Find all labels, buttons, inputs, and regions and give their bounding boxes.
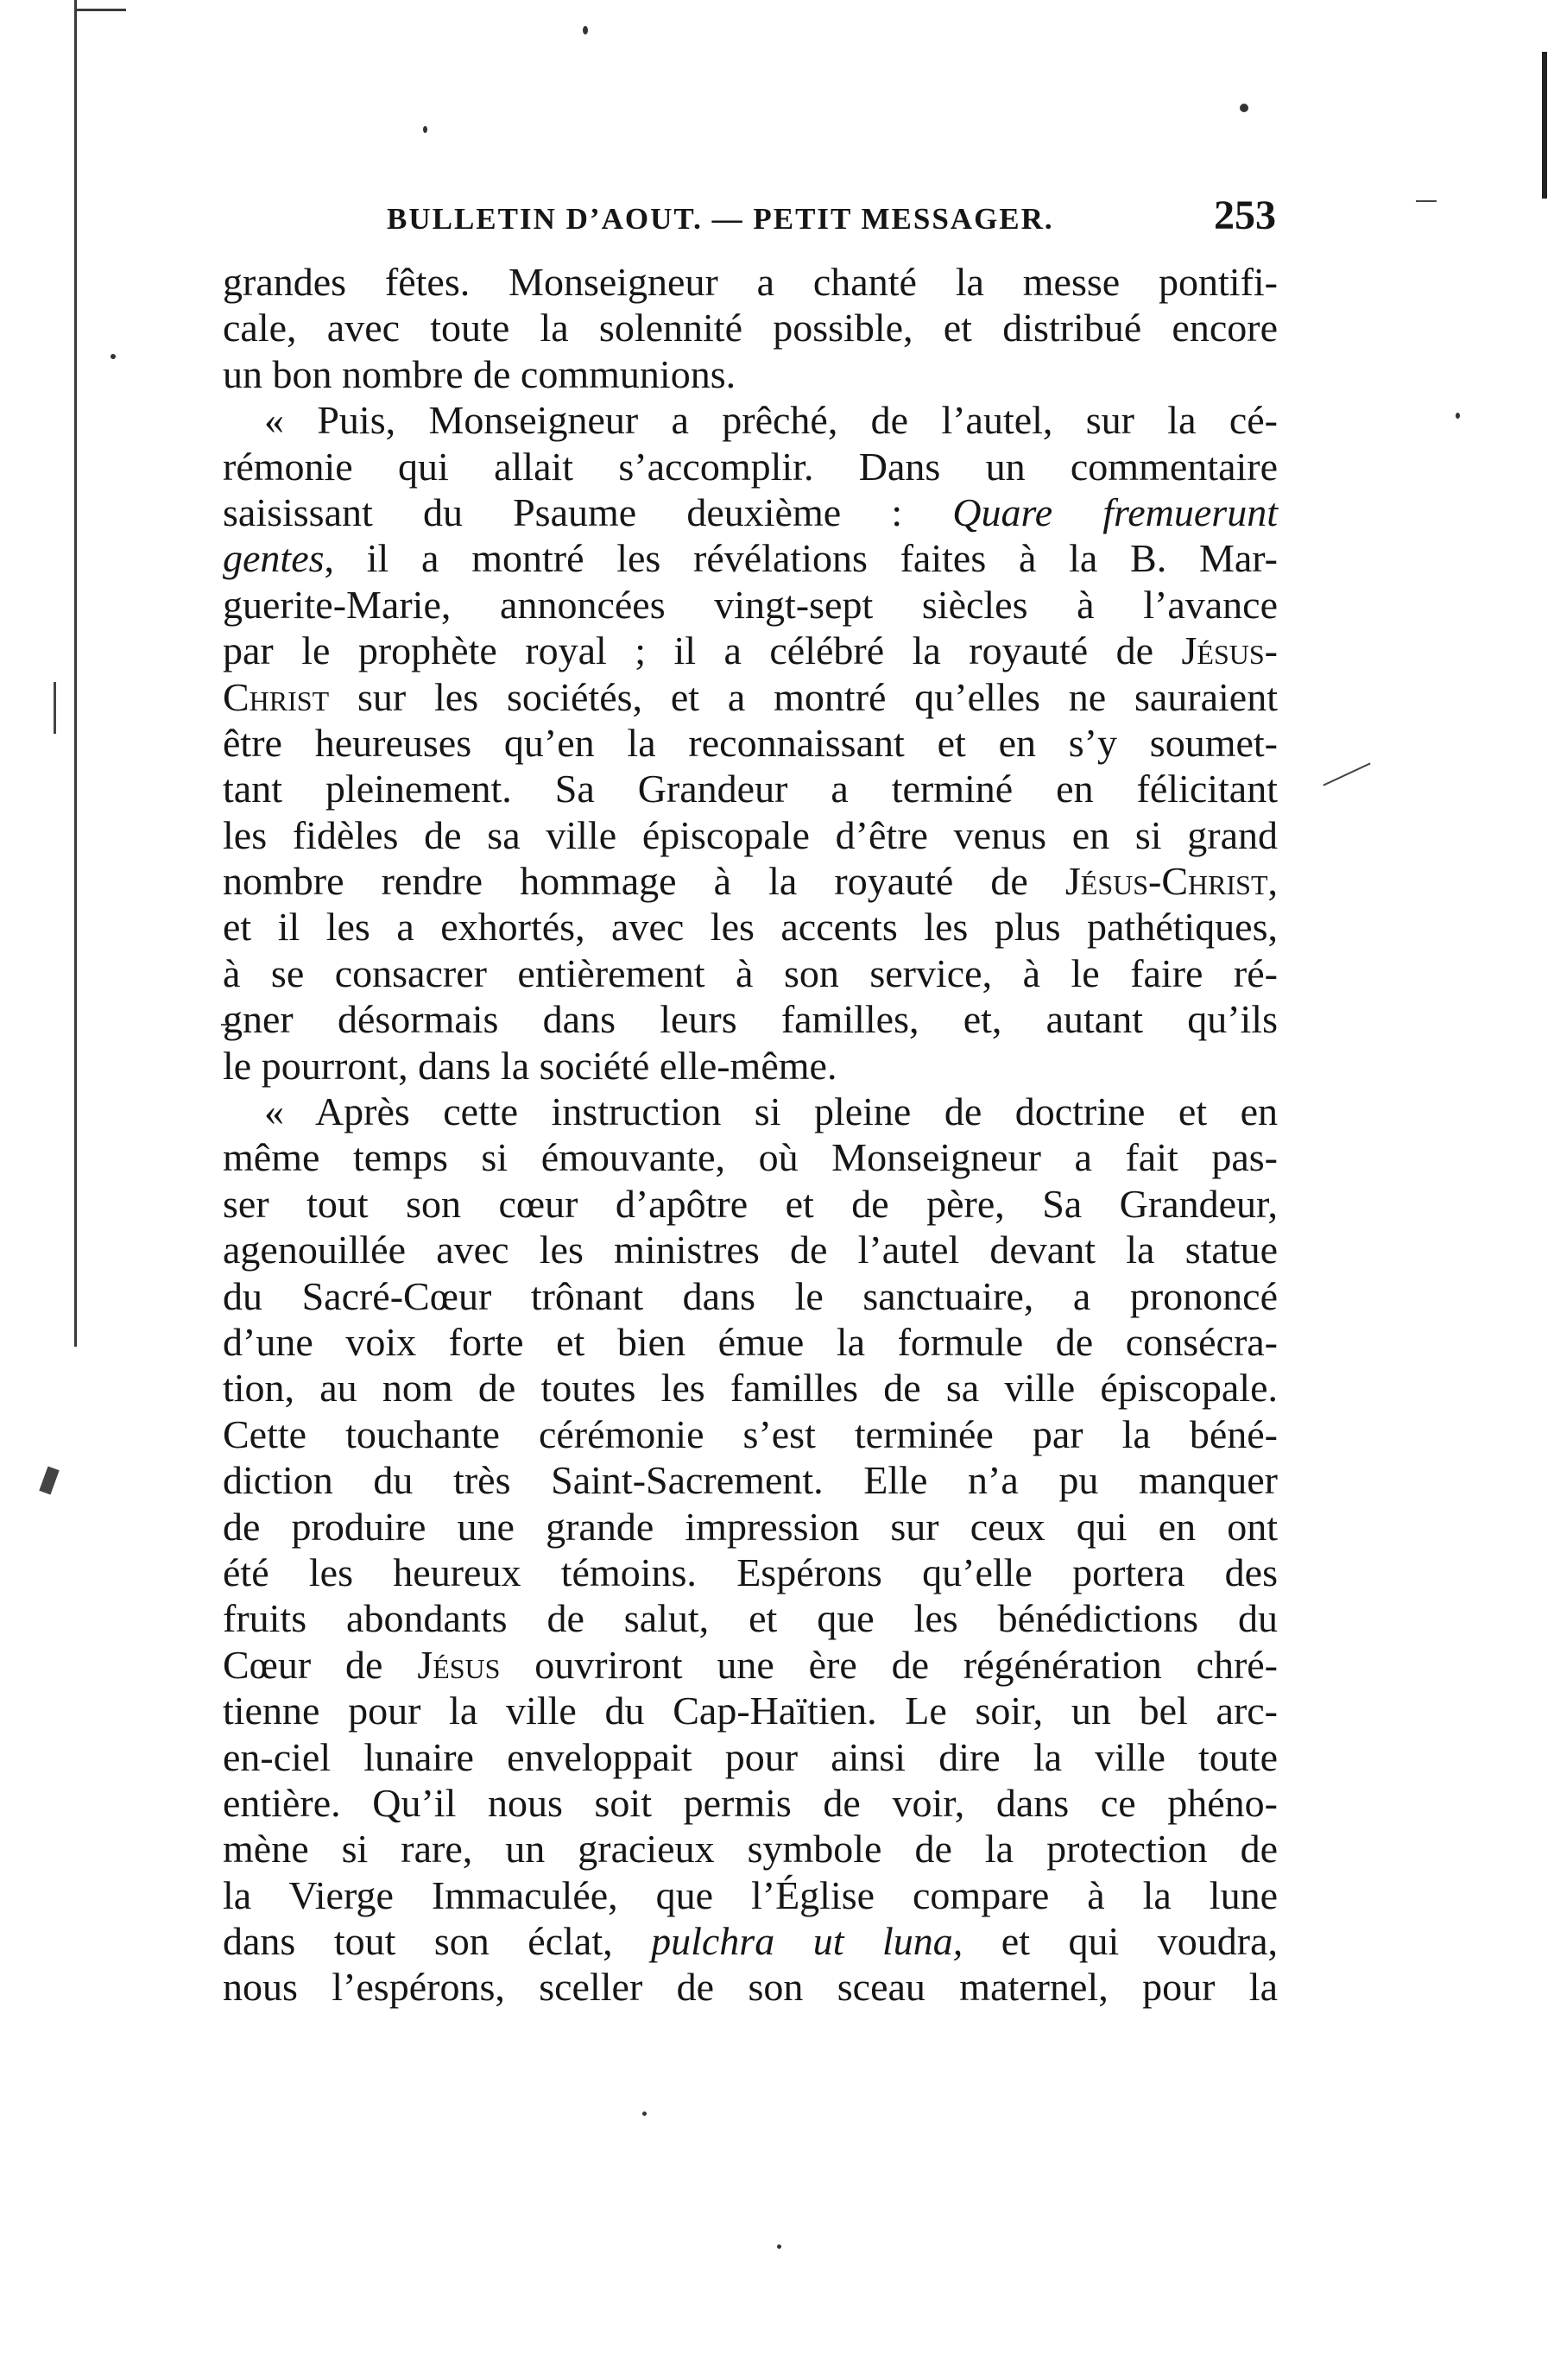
smallcaps-fragment: Christ bbox=[223, 674, 330, 719]
text-fragment: et qui voudra, bbox=[963, 1919, 1278, 1964]
scan-speck bbox=[423, 126, 427, 133]
scan-speck bbox=[111, 354, 116, 359]
text-line: fruits abondants de salut, et que les bénédictions du bbox=[223, 1596, 1278, 1641]
text-line bbox=[223, 628, 1278, 673]
text-line: mène si rare, un gracieux symbole de la protection de bbox=[223, 1827, 1278, 1872]
text-fragment: , il a montré les révélations faites à la B. Mar- bbox=[324, 536, 1278, 581]
text-line: ser tout son cœur d’apôtre et de père, Sa Grandeur, bbox=[223, 1181, 1278, 1226]
text-fragment: nombre rendre hommage à la royauté de bbox=[223, 859, 1065, 904]
text-fragment: par le prophète royal ; il a célébré la royauté de bbox=[223, 628, 1182, 673]
text-line bbox=[223, 535, 1278, 581]
text-line: « Après cette instruction si pleine de doctrine et en bbox=[264, 1089, 1278, 1134]
smallcaps-fragment: Jésus- bbox=[1181, 628, 1278, 673]
scan-mark bbox=[1323, 762, 1370, 786]
text-line: nous l’espérons, sceller de son sceau maternel, pour la bbox=[223, 1965, 1278, 2010]
text-fragment: Cœur de bbox=[223, 1642, 418, 1687]
italic-fragment: Quare fremuerunt bbox=[952, 489, 1278, 534]
running-head bbox=[387, 192, 1276, 243]
text-line: du Sacré-Cœur trônant dans le sanctuaire, a prononcé bbox=[223, 1273, 1278, 1318]
text-line: Cette touchante cérémonie s’est terminée par la béné- bbox=[223, 1411, 1278, 1456]
text-line: rémonie qui allait s’accomplir. Dans un commentaire bbox=[223, 444, 1278, 489]
italic-fragment: gentes bbox=[223, 536, 325, 581]
text-line bbox=[223, 674, 1278, 720]
text-line: agenouillée avec les ministres de l’autel devant la statue bbox=[223, 1228, 1278, 1272]
text-line: un bon nombre de communions. bbox=[223, 351, 736, 396]
scan-mark bbox=[54, 682, 56, 734]
text-line bbox=[223, 1642, 1278, 1688]
text-line: tant pleinement. Sa Grandeur a terminé en félicitant bbox=[223, 767, 1278, 811]
text-line: guerite-Marie, annoncées vingt-sept siècles à l’avance bbox=[223, 582, 1278, 627]
page-number: 253 bbox=[1214, 193, 1276, 238]
text-line: le pourront, dans la société elle-même. bbox=[223, 1043, 837, 1088]
text-line: en-ciel lunaire enveloppait pour ainsi dire la ville toute bbox=[223, 1734, 1278, 1779]
text-line bbox=[223, 489, 1278, 535]
text-fragment: , bbox=[1267, 859, 1278, 904]
smallcaps-fragment: Jésus-Christ bbox=[1064, 859, 1268, 904]
text-line: tion, au nom de toutes les familles de sa ville épiscopale. bbox=[223, 1366, 1278, 1411]
text-line: et il les a exhortés, avec les accents les plus pathétiques, bbox=[223, 905, 1278, 950]
text-fragment: saisissant du Psaume deuxième : bbox=[223, 489, 953, 534]
running-title: BULLETIN D’AOUT. — PETIT MESSAGER. bbox=[387, 202, 1054, 236]
text-line: les fidèles de sa ville épiscopale d’être venus en si grand bbox=[223, 812, 1278, 857]
text-line: été les heureux témoins. Espérons qu’elle portera des bbox=[223, 1550, 1278, 1594]
text-line: même temps si émouvante, où Monseigneur a fait pas- bbox=[223, 1135, 1278, 1180]
italic-fragment: pulchra ut luna, bbox=[651, 1919, 963, 1964]
text-line: être heureuses qu’en la reconnaissant et en s’y soumet- bbox=[223, 720, 1278, 765]
text-line bbox=[223, 858, 1278, 904]
scan-speck bbox=[642, 2112, 647, 2116]
text-line: tienne pour la ville du Cap-Haïtien. Le soir, un bel arc- bbox=[223, 1689, 1278, 1733]
scan-mark bbox=[39, 1467, 59, 1495]
text-line: à se consacrer entièrement à son service, à le faire ré- bbox=[223, 950, 1278, 995]
text-line: de produire une grande impression sur ceux qui en ont bbox=[223, 1504, 1278, 1549]
text-line bbox=[223, 1918, 1278, 1964]
scan-speck bbox=[1456, 413, 1460, 419]
scan-edge-left bbox=[74, 0, 77, 1347]
scan-mark bbox=[1416, 200, 1437, 202]
text-line: cale, avec toute la solennité possible, et distribué encore bbox=[223, 306, 1278, 350]
text-line: « Puis, Monseigneur a prêché, de l’autel, sur la cé- bbox=[264, 398, 1278, 443]
text-line: diction du très Saint-Sacrement. Elle n’a pu manquer bbox=[223, 1458, 1278, 1503]
scan-speck bbox=[583, 26, 588, 35]
scan-edge-top bbox=[74, 9, 126, 11]
text-fragment: dans tout son éclat, bbox=[223, 1919, 652, 1964]
text-fragment: ouvriront une ère de régénération chré- bbox=[500, 1642, 1278, 1687]
text-line: gner désormais dans leurs familles, et, autant qu’ils bbox=[223, 997, 1278, 1042]
text-line: la Vierge Immaculée, que l’Église compare à la lune bbox=[223, 1872, 1278, 1917]
text-fragment: sur les sociétés, et a montré qu’elles ne sauraient bbox=[329, 674, 1278, 719]
text-line: grandes fêtes. Monseigneur a chanté la messe pontifi- bbox=[223, 260, 1278, 304]
smallcaps-fragment: Jésus bbox=[417, 1642, 501, 1687]
scan-edge-right bbox=[1542, 52, 1547, 199]
scan-speck bbox=[1240, 104, 1248, 112]
text-line: entière. Qu’il nous soit permis de voir, dans ce phéno- bbox=[223, 1780, 1278, 1825]
scan-speck bbox=[777, 2244, 781, 2249]
text-line: d’une voix forte et bien émue la formule de consécra- bbox=[223, 1319, 1278, 1364]
body-text bbox=[223, 259, 1278, 2011]
